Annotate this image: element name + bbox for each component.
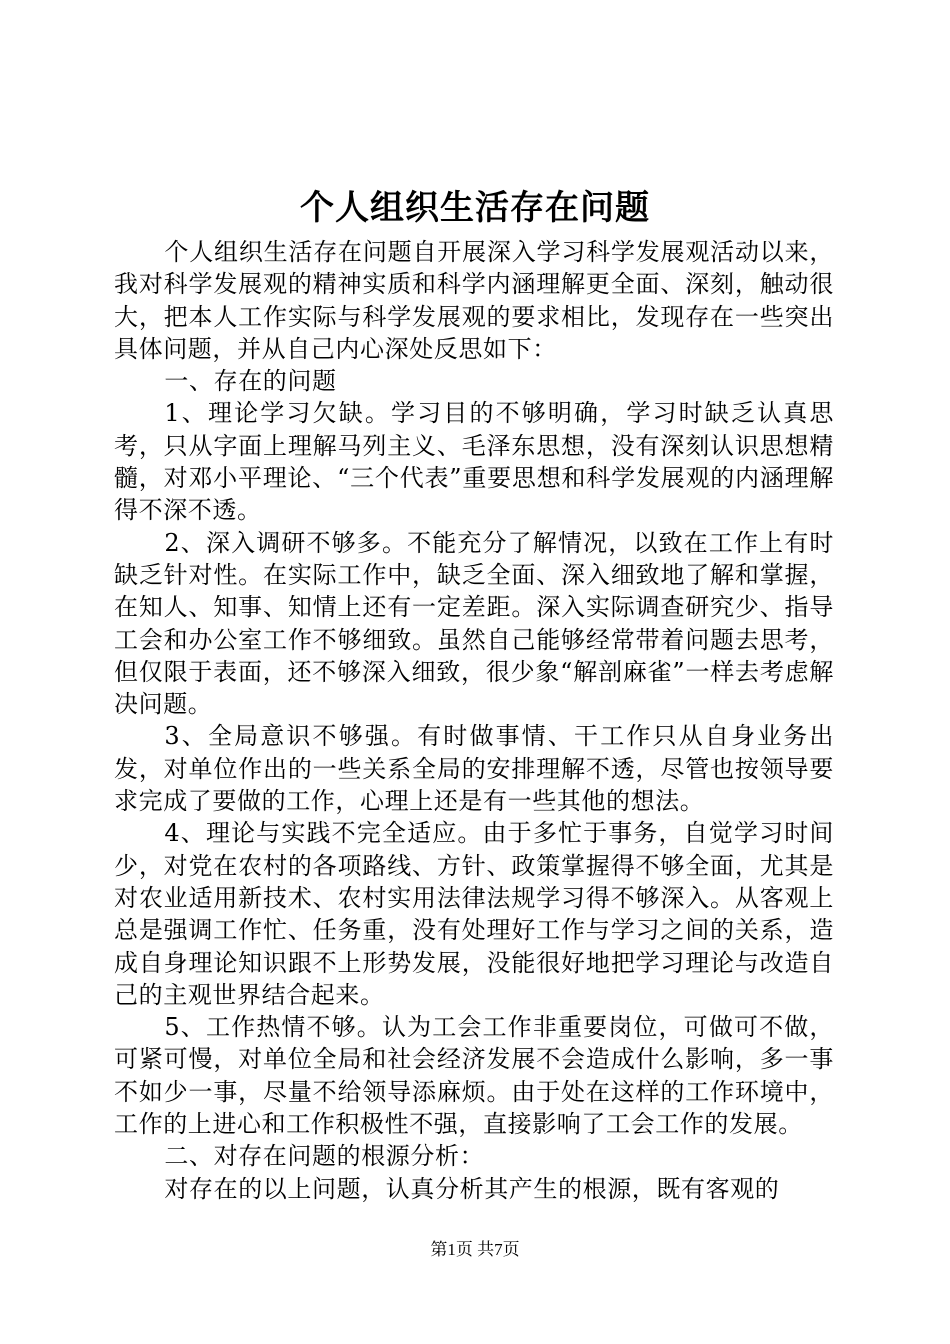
paragraph-item-2: 2、深入调研不够多。不能充分了解情况，以致在工作上有时缺乏针对性。在实际工作中，缺乏全面、深入细致地了解和掌握，在知人、知事、知情上还有一定差距。深入实际调查研究少、指导工会和办公室工作不够细致。虽然自己能够经常带着问题去思考，但仅限于表面，还不够深入细致，很少象“解剖麻雀”一样去考虑解决问题。 xyxy=(114,528,834,719)
page-footer: 第1页 共7页 xyxy=(430,1240,520,1259)
paragraph-item-3: 3、全局意识不够强。有时做事情、干工作只从自身业务出发，对单位作出的一些关系全局的安排理解不透，尽管也按领导要求完成了要做的工作，心理上还是有一些其他的想法。 xyxy=(114,722,834,816)
paragraph-intro: 个人组织生活存在问题自开展深入学习科学发展观活动以来，我对科学发展观的精神实质和科学内涵理解更全面、深刻，触动很大，把本人工作实际与科学发展观的要求相比，发现存在一些突出具体问题，并从自己内心深处反思如下： xyxy=(114,238,834,363)
paragraph-analysis: 对存在的以上问题，认真分析其产生的根源，既有客观的 xyxy=(164,1174,780,1203)
heading-section-2: 二、对存在问题的根源分析： xyxy=(164,1142,485,1171)
document-title: 个人组织生活存在问题 xyxy=(300,188,650,228)
heading-section-1: 一、存在的问题 xyxy=(164,367,337,396)
paragraph-item-5: 5、工作热情不够。认为工会工作非重要岗位，可做可不做，可紧可慢，对单位全局和社会经济发展不会造成什么影响，多一事不如少一事，尽量不给领导添麻烦。由于处在这样的工作环境中，工作的上进心和工作积极性不强，直接影响了工会工作的发展。 xyxy=(114,1013,834,1139)
document-body xyxy=(114,236,834,1205)
paragraph-item-4: 4、理论与实践不完全适应。由于多忙于事务，自觉学习时间少，对党在农村的各项路线、方针、政策掌握得不够全面，尤其是对农业适用新技术、农村实用法律法规学习得不够深入。从客观上总是强调工作忙、任务重，没有处理好工作与学习之间的关系，造成自身理论知识跟不上形势发展，没能很好地把学习理论与改造自己的主观世界结合起来。 xyxy=(114,819,834,1009)
paragraph-item-1: 1、理论学习欠缺。学习目的不够明确，学习时缺乏认真思考，只从字面上理解马列主义、毛泽东思想，没有深刻认识思想精髓，对邓小平理论、“三个代表”重要思想和科学发展观的内涵理解得不深不透。 xyxy=(114,399,834,525)
